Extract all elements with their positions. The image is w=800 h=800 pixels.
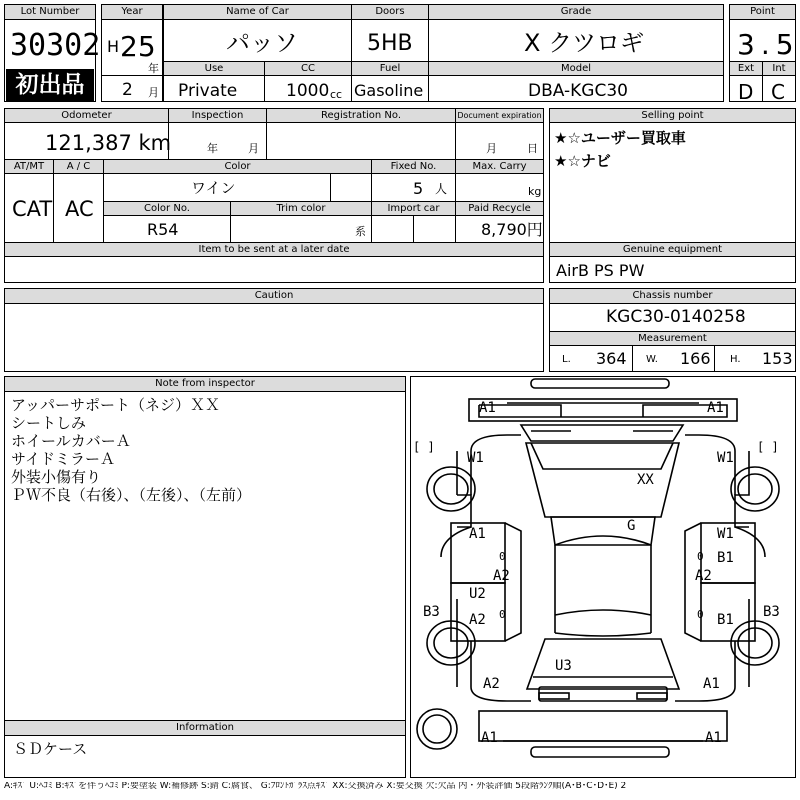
mark-zero-right-2: 0 xyxy=(697,608,704,621)
fixed-unit: 人 xyxy=(435,182,448,196)
mark-zero-left-1: 0 xyxy=(499,550,506,563)
inspector-note-6: ＰＷ不良（右後）、（左後）、（左前） xyxy=(11,486,252,504)
fixed-no-label: Fixed No. xyxy=(371,160,455,174)
car-name: パッソ xyxy=(226,29,298,57)
mark-a2-right: A2 xyxy=(695,568,712,584)
color-no: R54 xyxy=(147,220,179,239)
model-label: Model xyxy=(428,62,723,76)
mark-zero-right-1: 0 xyxy=(697,550,704,563)
odometer: 121,387 km xyxy=(45,131,172,155)
mark-u3: U3 xyxy=(555,658,572,674)
year: 25 xyxy=(120,30,156,63)
bracket-right: [ ] xyxy=(757,440,779,454)
mark-w1-right: W1 xyxy=(717,450,734,466)
recycle: 8,790円 xyxy=(481,220,543,239)
trim-label: Trim color xyxy=(230,202,371,216)
doors: 5HB xyxy=(367,31,413,56)
information-box xyxy=(4,720,406,778)
mark-a1-top-right: A1 xyxy=(707,400,724,416)
ac-label: A / C xyxy=(53,160,103,174)
fixed-no: 5 xyxy=(413,179,424,198)
car-outline-drawing xyxy=(411,377,795,777)
atmt: CAT xyxy=(12,197,53,221)
ext-label: Ext xyxy=(730,62,762,76)
model: DBA-KGC30 xyxy=(528,81,628,101)
year-label: Year xyxy=(102,5,162,20)
name-label: Name of Car xyxy=(164,5,351,20)
ext-grade: D xyxy=(738,80,754,104)
import-label: Import car xyxy=(371,202,455,216)
inspector-notes xyxy=(11,396,251,504)
era: H xyxy=(107,37,120,56)
point-label: Point xyxy=(730,5,795,20)
inspector-note-3: ホイールカバーＡ xyxy=(11,432,131,450)
grade: X クツロギ xyxy=(524,29,645,57)
mark-zero-left-2: 0 xyxy=(499,608,506,621)
mark-a1-bumper-left: A1 xyxy=(481,730,498,746)
inspector-box xyxy=(4,376,406,722)
cc-unit: cc xyxy=(330,88,343,101)
chassis-box xyxy=(549,288,796,372)
point-box xyxy=(729,4,800,104)
l-label: L. xyxy=(562,354,571,365)
inspector-note-2: シートしみ xyxy=(11,414,87,432)
caution-box xyxy=(4,288,544,372)
mark-a1-top-left: A1 xyxy=(479,400,496,416)
mark-a1-door-left: A1 xyxy=(469,526,486,542)
equipment-label: Genuine equipment xyxy=(550,243,795,257)
year-unit: 年 xyxy=(148,62,159,75)
chassis-label: Chassis number xyxy=(550,289,795,304)
registration-label: Registration No. xyxy=(266,109,455,123)
trim-unit: 系 xyxy=(355,225,366,238)
odometer-label: Odometer xyxy=(5,109,168,123)
year-box xyxy=(101,4,163,102)
height: 153 xyxy=(762,349,793,368)
use: Private xyxy=(178,81,238,101)
later-label: Item to be sent at a later date xyxy=(5,243,543,257)
mark-u2: U2 xyxy=(469,586,486,602)
lot-number: 30302 xyxy=(10,28,101,63)
equipment-value: AirB PS PW xyxy=(556,261,645,280)
color-no-label: Color No. xyxy=(104,202,230,216)
fuel: Gasoline xyxy=(354,81,424,100)
recycle-label: Paid Recycle xyxy=(455,202,543,216)
color-label: Color xyxy=(103,160,371,174)
selling-line-2: ★☆ナビ xyxy=(554,152,611,170)
inspection-month-unit: 月 xyxy=(248,142,259,155)
information-label: Information xyxy=(5,721,405,736)
car-diagram xyxy=(410,376,796,778)
legend: A:ｷｽﾞ U:ﾍｺﾐ B:ｷｽﾞを伴うﾍｺﾐ P:要塗装 W:補修跡 S:錆 C:腐食、 G:ﾌﾛﾝﾄｶﾞﾗｽ点ｷｽﾞ XX:交換済み X:要交換 欠:欠品 内・外装評価 5段階ﾗﾝｸ順(A･B･C･D･E) 2 xyxy=(4,782,627,791)
max-carry-label: Max. Carry xyxy=(455,160,543,174)
mark-a1-bumper-right: A1 xyxy=(705,730,722,746)
mark-xx: XX xyxy=(637,472,654,488)
lot-number-label: Lot Number xyxy=(5,5,95,20)
mark-w1-left: W1 xyxy=(467,450,484,466)
caution-label: Caution xyxy=(5,289,543,304)
atmt-label: AT/MT xyxy=(5,160,53,174)
int-grade: C xyxy=(771,80,785,104)
mark-w1-door-right: W1 xyxy=(717,526,734,542)
mark-a2-rear-left: A2 xyxy=(483,676,500,692)
doc-month-unit: 月 xyxy=(486,142,497,155)
cc: 1000 xyxy=(286,81,330,101)
details-box xyxy=(4,108,544,283)
information-value: ＳＤケース xyxy=(13,740,88,758)
doc-expiration-label: Document expiration xyxy=(455,109,543,123)
selling-point-box xyxy=(549,108,796,283)
length: 364 xyxy=(596,349,627,368)
mark-a1-rear-right: A1 xyxy=(703,676,720,692)
w-label: W. xyxy=(646,354,658,365)
selling-line-1: ★☆ユーザー買取車 xyxy=(554,129,686,147)
inspector-label: Note from inspector xyxy=(5,377,405,392)
doc-day-unit: 日 xyxy=(527,142,538,155)
point: 3.5 xyxy=(737,28,800,61)
use-label: Use xyxy=(164,62,264,76)
inspector-note-1: アッパーサポート（ネジ）ＸＸ xyxy=(11,396,220,414)
doors-label: Doors xyxy=(351,5,428,20)
ac: AC xyxy=(65,197,94,221)
main-header-box xyxy=(163,4,724,102)
int-label: Int xyxy=(762,62,795,76)
grade-label: Grade xyxy=(428,5,723,20)
lot-number-box xyxy=(4,4,101,102)
month-unit: 月 xyxy=(148,86,159,99)
mark-a2-left: A2 xyxy=(493,568,510,584)
fuel-label: Fuel xyxy=(351,62,428,76)
inspector-note-4: サイドミラーＡ xyxy=(11,450,115,468)
mark-b1-right-1: B1 xyxy=(717,550,734,566)
mark-g: G xyxy=(627,518,636,534)
inspection-year-unit: 年 xyxy=(207,142,218,155)
max-carry-unit: kg xyxy=(528,185,542,198)
mark-a2-door-left: A2 xyxy=(469,612,486,628)
h-label: H. xyxy=(730,354,741,365)
measure-label: Measurement xyxy=(550,332,795,346)
inspection-label: Inspection xyxy=(168,109,266,123)
mark-b3-left: B3 xyxy=(423,604,440,620)
color: ワイン xyxy=(191,179,236,197)
width: 166 xyxy=(680,349,711,368)
cc-label: CC xyxy=(264,62,351,76)
month: 2 xyxy=(122,80,133,100)
chassis-number: KGC30-0140258 xyxy=(606,307,746,327)
inspector-note-5: 外装小傷有り xyxy=(11,468,102,486)
first-listing-badge: 初出品 xyxy=(6,69,94,101)
mark-b1-right-2: B1 xyxy=(717,612,734,628)
bracket-left: [ ] xyxy=(413,440,435,454)
selling-point-label: Selling point xyxy=(550,109,795,123)
mark-b3-right: B3 xyxy=(763,604,780,620)
